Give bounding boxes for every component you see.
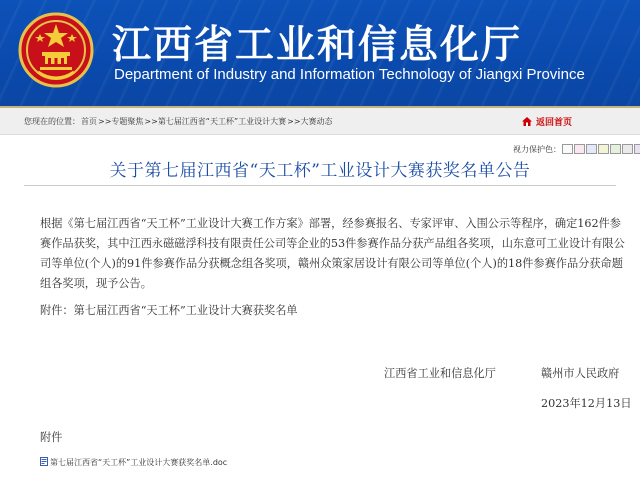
swatch-color-2[interactable] <box>574 144 585 154</box>
breadcrumb-bar <box>0 108 640 135</box>
site-header <box>0 0 640 108</box>
article-title: 关于第七届江西省“天工杯”工业设计大赛获奖名单公告 <box>109 161 531 181</box>
home-icon <box>522 117 532 126</box>
breadcrumb-prefix: 您现在的位置： <box>24 117 80 126</box>
vision-color-swatches <box>562 144 640 154</box>
attachment-file-name: 第七届江西省“天工杯”工业设计大赛获奖名单.doc <box>50 458 228 467</box>
swatch-color-3[interactable] <box>586 144 597 154</box>
attachment-file-link[interactable] <box>40 457 227 468</box>
swatch-color-5[interactable] <box>610 144 621 154</box>
breadcrumb-home[interactable]: 首页 <box>81 117 97 126</box>
doc-file-icon <box>40 457 48 466</box>
title-divider <box>24 185 616 186</box>
breadcrumb-contest[interactable]: >>第七届江西省“天工杯”工业设计大赛 <box>144 117 287 126</box>
breadcrumb <box>24 116 334 127</box>
attachment-note: 附件：第七届江西省“天工杯”工业设计大赛获奖名单 <box>40 304 298 317</box>
back-home-button[interactable] <box>522 115 572 128</box>
back-home-label: 返回首页 <box>536 118 573 128</box>
article-body <box>40 214 630 294</box>
publish-date: 2023年12月13日 <box>541 397 632 410</box>
article-paragraph: 根据《第七届江西省“天工杯”工业设计大赛工作方案》部署，经参赛报名、专家评审、入围公示等程序，确定162件参赛作品获奖，其中江西永磁磁浮科技有限责任公司等企业的53件参赛作品分获产品组各奖项，山东意可工业设计有限公司等单位(个人)的91件参赛作品分获概念组各奖项，赣州众策家居设计有限公司等单位(个人)的18件参赛作品分获命题组各奖项，现予公告。 <box>40 217 625 290</box>
site-title: 江西省工业和信息化厅 <box>112 23 523 68</box>
swatch-color-4[interactable] <box>598 144 609 154</box>
signer-government: 赣州市人民政府 <box>541 367 620 380</box>
breadcrumb-news[interactable]: >>大赛动态 <box>287 117 333 126</box>
site-title-english: Department of Industry and Information Technology of Jiangxi Province <box>114 66 585 83</box>
swatch-color-6[interactable] <box>622 144 633 154</box>
attachment-label: 附件 <box>40 431 63 444</box>
breadcrumb-topics[interactable]: >>专题聚焦 <box>98 117 144 126</box>
vision-protection-label: 视力保护色： <box>513 145 561 154</box>
national-emblem-icon <box>18 12 94 88</box>
swatch-color-1[interactable] <box>562 144 573 154</box>
signer-department: 江西省工业和信息化厅 <box>384 367 496 380</box>
swatch-color-7[interactable] <box>634 144 640 154</box>
